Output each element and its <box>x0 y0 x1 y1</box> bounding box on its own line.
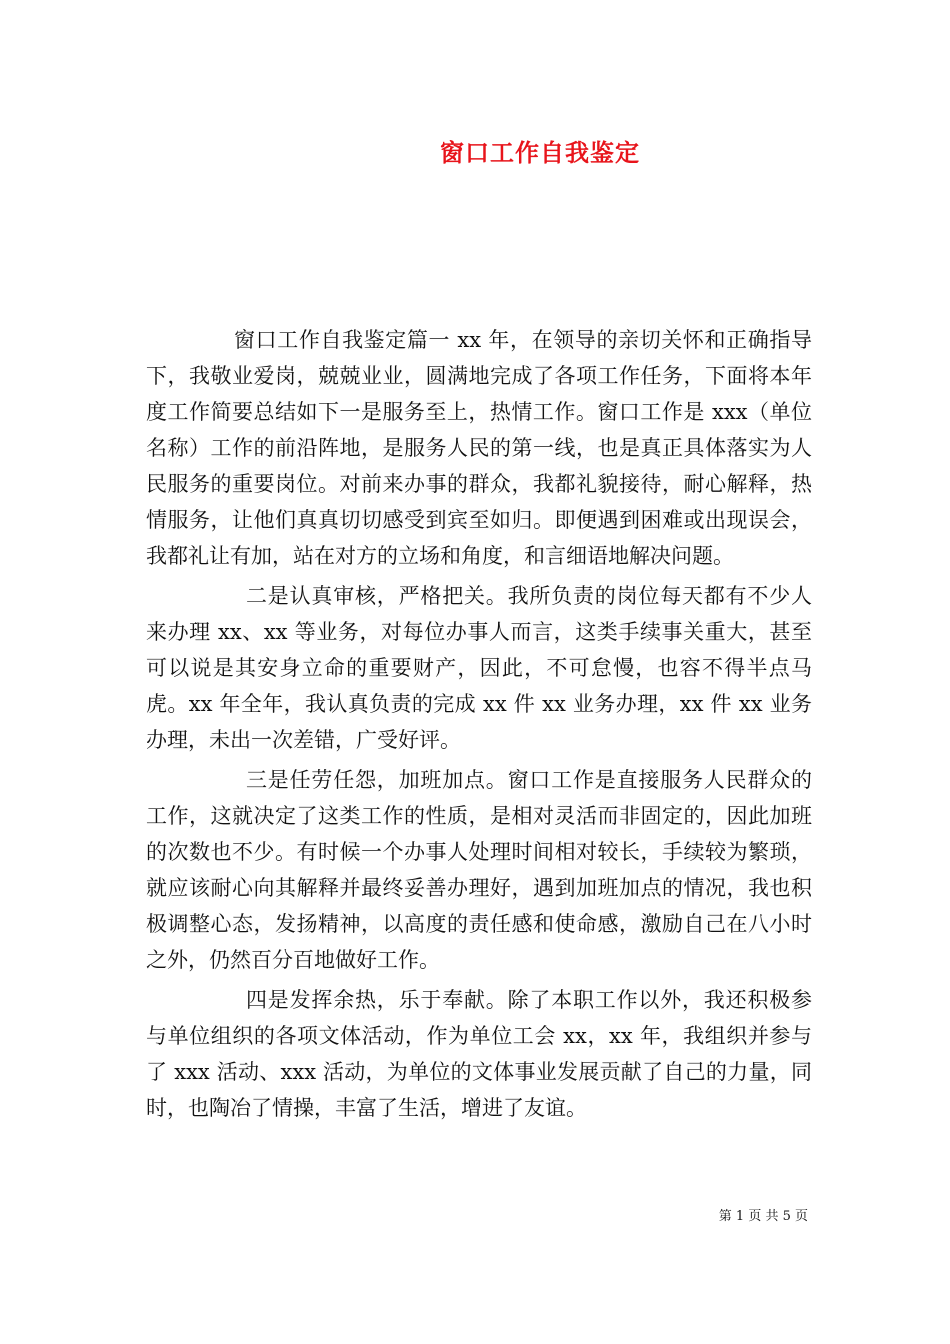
paragraph-3: 三是任劳任怨，加班加点。窗口工作是直接服务人民群众的工作，这就决定了这类工作的性质，是相对灵活而非固定的，因此加班的次数也不少。有时候一个办事人处理时间相对较长，手续较为繁琐，就应该耐心向其解释并最终妥善办理好，遇到加班加点的情况，我也积极调整心态，发扬精神，以高度的责任感和使命感，激励自己在八小时之外，仍然百分百地做好工作。 <box>146 768 812 972</box>
paragraph-1: 窗口工作自我鉴定篇一 xx 年，在领导的亲切关怀和正确指导下，我敬业爱岗，兢兢业业，圆满地完成了各项工作任务，下面将本年度工作简要总结如下一是服务至上，热情工作。窗口工作是 xxx（单位名称）工作的前沿阵地，是服务人民的第一线，也是真正具体落实为人民服务的重要岗位。对前来办事的群众，我都礼貌接待，耐心解释，热情服务，让他们真真切切感受到宾至如归。即便遇到困难或出现误会，我都礼让有加，站在对方的立场和角度，和言细语地解决问题。 <box>146 328 812 568</box>
page-number: 第 1 页 共 5 页 <box>718 1209 808 1224</box>
paragraph-4: 四是发挥余热，乐于奉献。除了本职工作以外，我还积极参与单位组织的各项文体活动，作为单位工会 xx，xx 年，我组织并参与了 xxx 活动、xxx 活动，为单位的文体事业发展贡献了自己的力量，同时，也陶冶了情操，丰富了生活，增进了友谊。 <box>146 988 812 1120</box>
paragraph-2: 二是认真审核，严格把关。我所负责的岗位每天都有不少人来办理 xx、xx 等业务，对每位办事人而言，这类手续事关重大，甚至可以说是其安身立命的重要财产，因此，不可怠慢，也容不得半点马虎。xx 年全年，我认真负责的完成 xx 件 xx 业务办理，xx 件 xx 业务办理，未出一次差错，广受好评。 <box>146 584 812 752</box>
document-title: 窗口工作自我鉴定 <box>440 139 640 167</box>
document-body <box>146 322 812 1130</box>
